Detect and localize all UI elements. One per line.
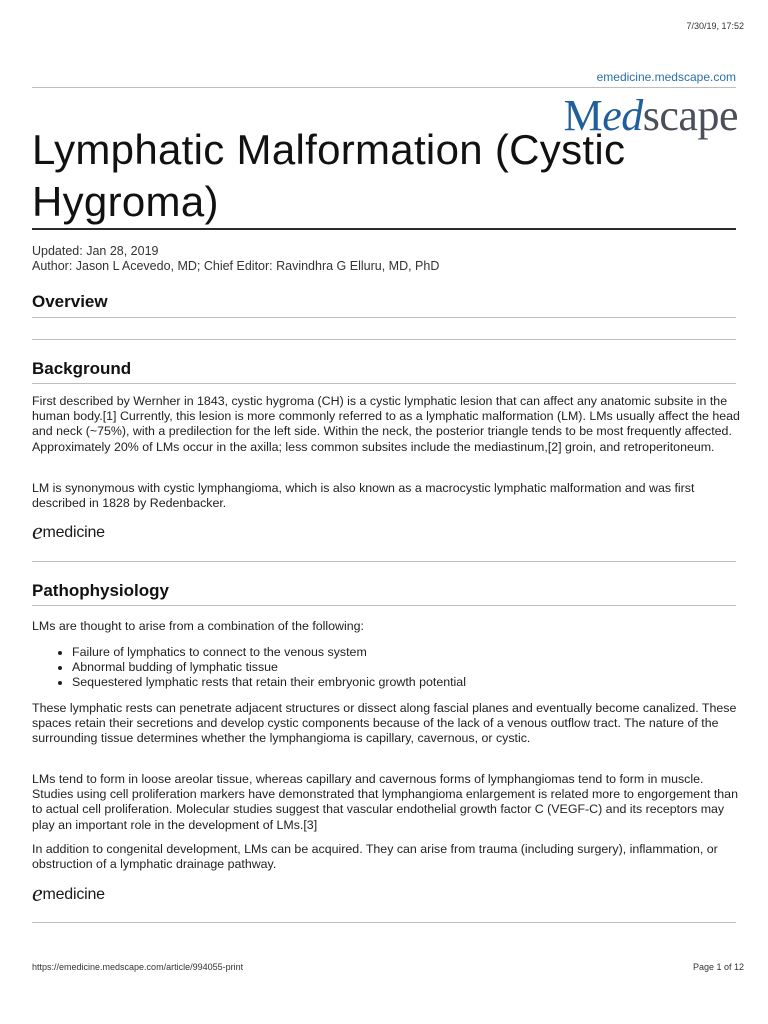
site-link[interactable]: emedicine.medscape.com (596, 70, 736, 84)
list-item: • Failure of lymphatics to connect to the venous system (72, 645, 768, 660)
section-divider (32, 317, 736, 318)
updated-date: Updated: Jan 28, 2019 (32, 244, 159, 258)
paragraph: In addition to congenital development, LMs can be acquired. They can arise from trauma (including surgery), inflammation, or obstruction of a lymphatic drainage pathway. (32, 842, 718, 872)
paragraph: These lymphatic rests can penetrate adjacent structures or dissect along fascial planes and eventually become canalized. These spaces retain their secretions and develop cystic components because of the lack of a venous outflow tract. The nature of the surrounding tissue determines whether the lymphangioma is capillary, cavernous, or cystic. (32, 701, 737, 746)
author-line: Author: Jason L Acevedo, MD; Chief Editor: Ravindhra G Elluru, MD, PhD (32, 259, 440, 273)
page-number: Page 1 of 12 (692, 962, 744, 972)
title-divider (32, 228, 736, 230)
section-heading-background: Background (32, 359, 132, 378)
header-divider (32, 87, 736, 88)
section-heading-overview: Overview (32, 292, 108, 311)
print-footer-url: https://emedicine.medscape.com/article/994055-print (32, 962, 244, 972)
page-title: Lymphatic Malformation (Cystic Hygroma) (32, 126, 626, 225)
paragraph: LM is synonymous with cystic lymphangioma, which is also known as a macrocystic lymphatic malformation and was first described in 1828 by Redenbacker. (32, 481, 695, 511)
list-item: • Abnormal budding of lymphatic tissue (72, 660, 768, 675)
section-divider (32, 383, 736, 384)
paragraph: First described by Wernher in 1843, cystic hygroma (CH) is a cystic lymphatic lesion that can affect any anatomic subsite in the human body.[1] Currently, this lesion is more commonly referred to as a lymphatic malformation (LM). LMs usually affect the head and neck (~75%), with a predilection for the left side. Within the neck, the posterior triangle tends to be most frequently affected. Approximately 20% of LMs occur in the axilla; less common subsites include the mediastinum,[2] groin, and retroperitoneum. (32, 394, 740, 454)
section-divider (32, 922, 736, 923)
section-divider (32, 339, 736, 340)
paragraph: LMs are thought to arise from a combination of the following: (32, 619, 364, 633)
paragraph: LMs tend to form in loose areolar tissue, whereas capillary and cavernous forms of lymphangiomas tend to form in muscle. Studies using cell proliferation markers have demonstrated that lymphangioma enlargement is related more to engorgement than to actual cell proliferation. Molecular studies suggest that vascular endothelial growth factor C (VEGF-C) and its receptors may play an important role in the development of LMs.[3] (32, 772, 738, 832)
bullet-list (32, 645, 768, 691)
print-timestamp: 7/30/19, 17:52 (686, 21, 744, 31)
emedicine-logo: emedicine (32, 881, 105, 907)
section-divider (32, 561, 736, 562)
medscape-logo: Medscape (563, 91, 738, 140)
emedicine-logo: emedicine (32, 519, 105, 545)
list-item: • Sequestered lymphatic rests that retain their embryonic growth potential (72, 675, 768, 690)
section-divider (32, 605, 736, 606)
section-heading-pathophysiology: Pathophysiology (32, 581, 169, 600)
